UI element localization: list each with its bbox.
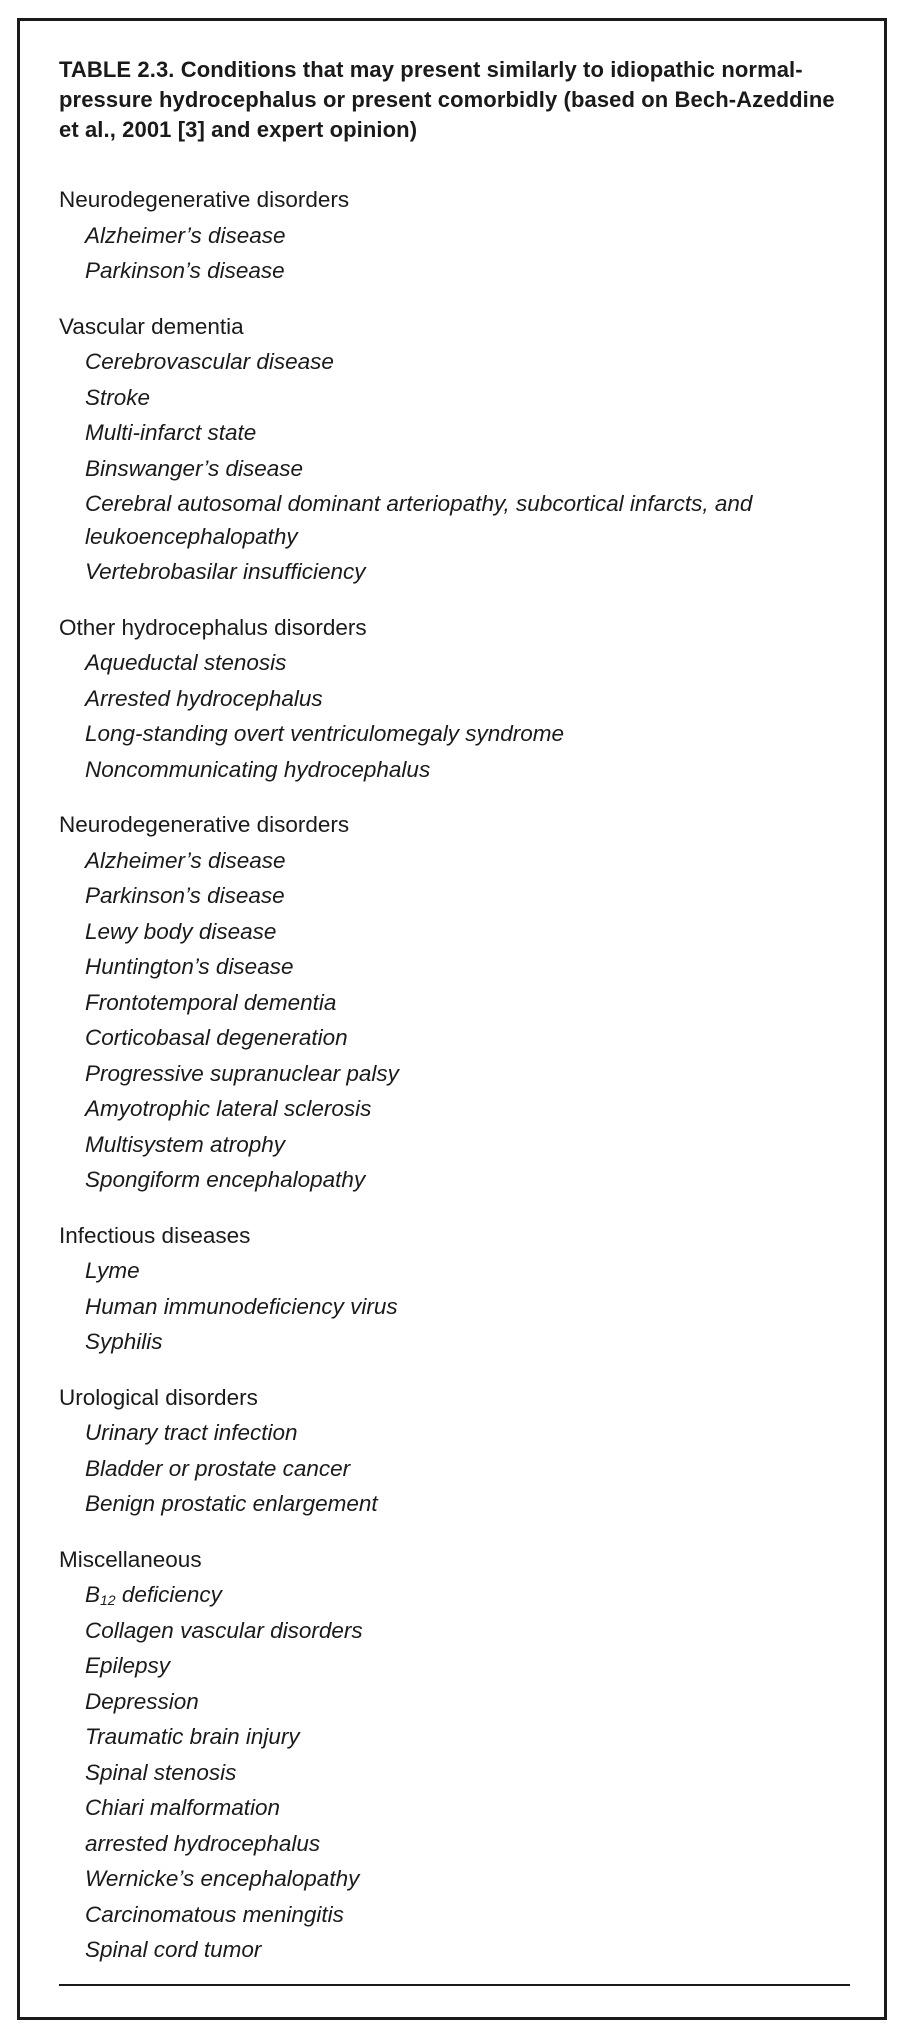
list-item: Carcinomatous meningitis <box>85 1901 344 1927</box>
list-item: arrested hydrocephalus <box>85 1830 321 1856</box>
list-item: Cerebral autosomal dominant arteriopathy, subcortical infarcts, and leukoencephalopathy <box>85 491 753 549</box>
list-item: Huntington’s disease <box>85 954 294 979</box>
list-item: Noncommunicating hydrocephalus <box>85 756 431 782</box>
group-miscellaneous <box>59 1542 859 1968</box>
list-item: Spinal cord tumor <box>85 1937 262 1962</box>
list-item: Chiari malformation <box>85 1795 281 1820</box>
list-item: Alzheimer’s disease <box>85 222 286 248</box>
group-heading: Miscellaneous <box>59 1546 202 1572</box>
list-item: Syphilis <box>85 1329 163 1354</box>
list-item: Benign prostatic enlargement <box>85 1491 378 1516</box>
list-item: Urinary tract infection <box>85 1420 298 1445</box>
list-item: Parkinson’s disease <box>85 883 285 908</box>
list-item: Alzheimer’s disease <box>85 847 286 873</box>
list-item: Arrested hydrocephalus <box>85 685 323 711</box>
list-item: Spongiform encephalopathy <box>85 1167 366 1192</box>
list-item: Wernicke’s encephalopathy <box>85 1866 360 1891</box>
group-neurodegenerative-disorders <box>59 182 859 289</box>
table-bottom-rule <box>59 1984 850 1986</box>
group-heading: Neurodegenerative disorders <box>59 812 350 837</box>
group-urological-disorders <box>59 1380 859 1522</box>
group-heading: Urological disorders <box>59 1384 258 1410</box>
list-item: Collagen vascular disorders <box>85 1617 363 1643</box>
list-item: Long-standing overt ventriculomegaly syndrome <box>85 721 565 746</box>
list-item-b12-deficiency: $B_{12}$ deficiency <box>85 1582 222 1608</box>
list-item: Multi-infarct state <box>85 420 257 445</box>
group-infectious-diseases <box>59 1218 859 1360</box>
list-item: Binswanger’s disease <box>85 455 304 481</box>
list-item: Vertebrobasilar insufficiency <box>85 559 366 584</box>
list-item: Spinal stenosis <box>85 1759 237 1785</box>
list-item: Lewy body disease <box>85 918 277 944</box>
group-heading: Other hydrocephalus disorders <box>59 614 367 640</box>
group-other-hydrocephalus-disorders <box>59 610 859 788</box>
group-heading: Infectious diseases <box>59 1222 251 1248</box>
group-neurodegenerative-disorders-2 <box>59 807 859 1198</box>
list-item: Frontotemporal dementia <box>85 989 337 1015</box>
list-item: Corticobasal degeneration <box>85 1025 348 1050</box>
list-item: Bladder or prostate cancer <box>85 1455 351 1481</box>
group-heading: Vascular dementia <box>59 313 244 339</box>
group-vascular-dementia <box>59 309 859 590</box>
list-item: Amyotrophic lateral sclerosis <box>85 1096 372 1121</box>
list-item: Cerebrovascular disease <box>85 349 334 374</box>
list-item: Human immunodeficiency virus <box>85 1293 398 1319</box>
list-item: Depression <box>85 1688 199 1714</box>
list-item: Traumatic brain injury <box>85 1724 300 1749</box>
list-item: Epilepsy <box>85 1653 171 1678</box>
group-heading: Neurodegenerative disorders <box>59 187 350 212</box>
table-body <box>59 182 859 1988</box>
list-item: Progressive supranuclear palsy <box>85 1060 399 1086</box>
list-item: Aqueductal stenosis <box>85 650 287 675</box>
table-caption: TABLE 2.3. Conditions that may present similarly to idiopathic normal-pressure hydrocephalus or present comorbidly (based on Bech-Azeddine et al., 2001 [3] and expert opinion) <box>59 57 835 142</box>
list-item: Parkinson’s disease <box>85 258 285 283</box>
list-item: Multisystem atrophy <box>85 1131 286 1157</box>
list-item: Stroke <box>85 384 151 410</box>
list-item: Lyme <box>85 1258 140 1283</box>
